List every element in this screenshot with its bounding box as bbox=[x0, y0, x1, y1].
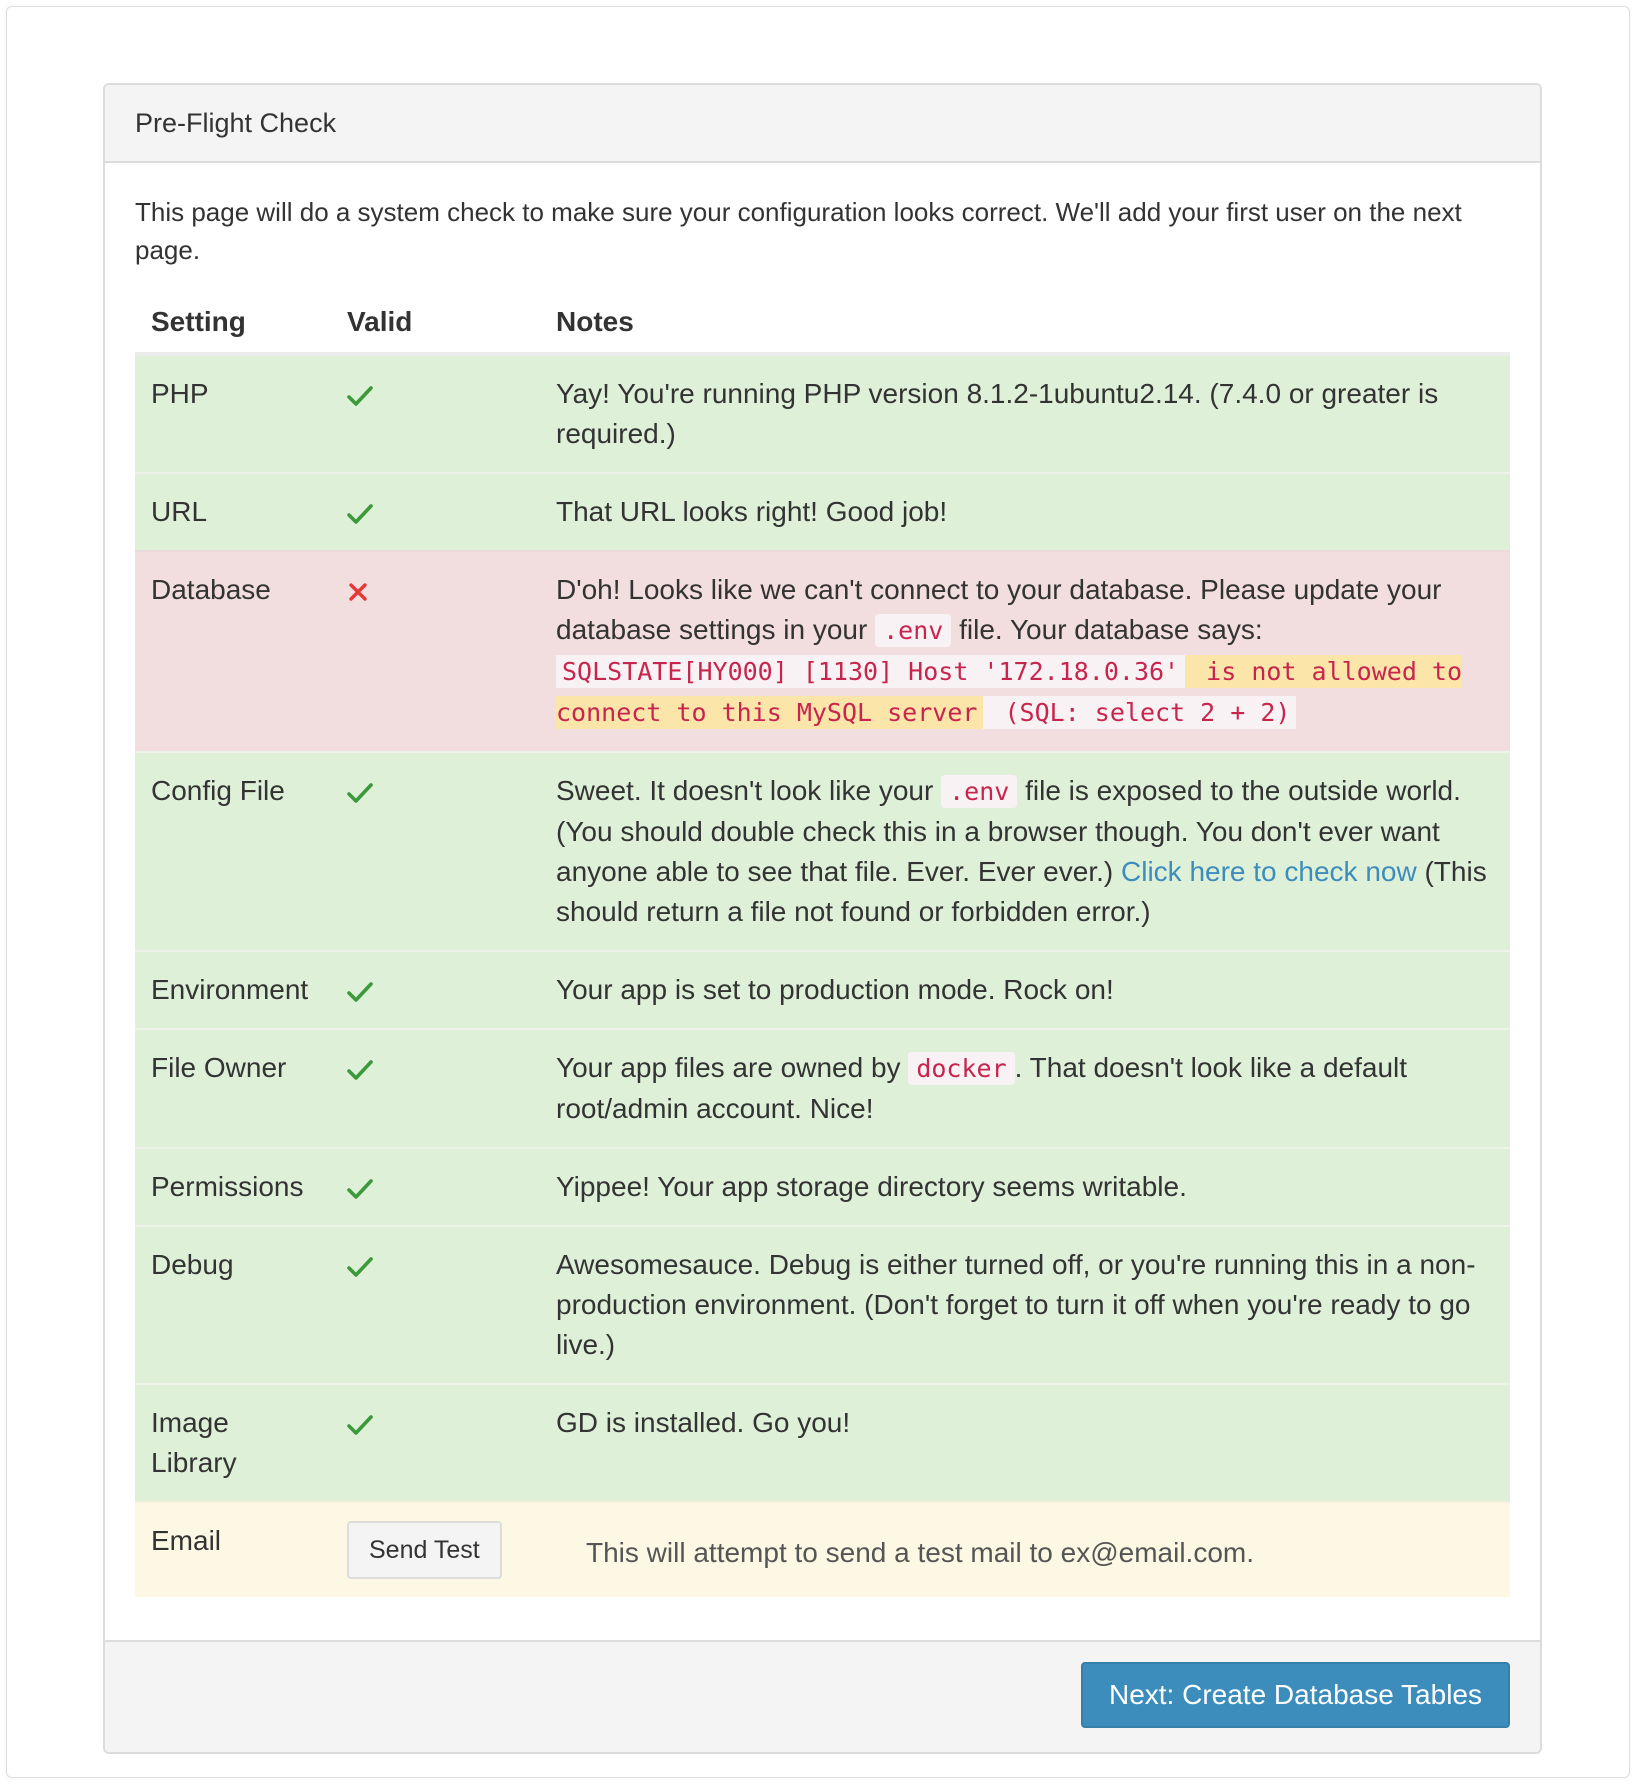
row-debug bbox=[135, 1226, 1510, 1384]
cross-icon bbox=[347, 581, 369, 603]
intro-text: This page will do a system check to make sure your configuration looks correct. We'll add your first user on the next page. bbox=[135, 197, 1462, 265]
row-file-owner bbox=[135, 1029, 1510, 1148]
check-icon bbox=[347, 1256, 373, 1278]
notes-text: That URL looks right! Good job! bbox=[540, 473, 1510, 551]
notes-text: Awesomesauce. Debug is either turned off, or you're running this in a non-production environment. (Don't forget to turn it off when you're ready to go live.) bbox=[540, 1226, 1510, 1384]
notes-text-part: D'oh! Looks like we can't connect to your database. Please update your database settings in your bbox=[556, 574, 1442, 645]
env-filename-code: .env bbox=[875, 614, 951, 647]
env-filename-code: .env bbox=[941, 775, 1017, 808]
row-permissions bbox=[135, 1148, 1510, 1226]
panel-body bbox=[105, 163, 1540, 1640]
header-setting: Setting bbox=[135, 294, 331, 354]
row-environment bbox=[135, 951, 1510, 1029]
row-database bbox=[135, 551, 1510, 752]
notes-text: Yippee! Your app storage directory seems writable. bbox=[540, 1148, 1510, 1226]
notes-text bbox=[540, 752, 1510, 951]
notes-text: Your app is set to production mode. Rock on! bbox=[540, 951, 1510, 1029]
notes-text bbox=[540, 551, 1510, 752]
notes-text bbox=[540, 1029, 1510, 1148]
notes-text-part: (This should return a file not found or forbidden error.) bbox=[556, 856, 1487, 927]
row-url bbox=[135, 473, 1510, 551]
setting-label: Config File bbox=[135, 752, 331, 951]
database-error-message bbox=[556, 655, 1462, 729]
setting-label: Debug bbox=[135, 1226, 331, 1384]
error-segment: SQLSTATE[HY000] [1130] Host '172.18.0.36' bbox=[556, 655, 1185, 688]
notes-text-part: file is exposed to the outside world. (You should double check this in a browser though. You don't ever want anyone able to see that file. Ever. Ever ever.) bbox=[556, 775, 1461, 887]
check-icon bbox=[347, 981, 373, 1003]
check-icon bbox=[347, 1414, 373, 1436]
setting-label: Image Library bbox=[135, 1384, 331, 1502]
row-image-library bbox=[135, 1384, 1510, 1502]
check-icon bbox=[347, 1178, 373, 1200]
check-icon bbox=[347, 782, 373, 804]
panel-title: Pre-Flight Check bbox=[105, 85, 1540, 163]
check-icon bbox=[347, 385, 373, 407]
setting-label: Database bbox=[135, 551, 331, 752]
notes-text-part: Your app files are owned by bbox=[556, 1052, 909, 1083]
check-icon bbox=[347, 1059, 373, 1081]
notes-text-part: Sweet. It doesn't look like your bbox=[556, 775, 942, 806]
owner-code: docker bbox=[908, 1052, 1014, 1085]
panel-footer bbox=[105, 1640, 1540, 1752]
setting-label: File Owner bbox=[135, 1029, 331, 1148]
preflight-panel bbox=[103, 83, 1542, 1754]
notes-text-part: file. Your database says: bbox=[951, 614, 1263, 645]
setting-label: PHP bbox=[135, 354, 331, 473]
notes-text-part: . That doesn't look like a default root/admin account. Nice! bbox=[556, 1052, 1408, 1124]
row-php bbox=[135, 354, 1510, 473]
header-notes: Notes bbox=[540, 294, 1510, 354]
check-env-link[interactable]: Click here to check now bbox=[1121, 856, 1417, 887]
setting-label: Permissions bbox=[135, 1148, 331, 1226]
table-header-row bbox=[135, 294, 1510, 354]
row-config-file bbox=[135, 752, 1510, 951]
setting-label: Email bbox=[135, 1502, 331, 1597]
error-segment-highlighted: is not allowed to connect to this MySQL server bbox=[556, 657, 1463, 727]
setting-label: URL bbox=[135, 473, 331, 551]
email-notes-text: This will attempt to send a test mail to ex@email.com. bbox=[586, 1537, 1254, 1568]
header-valid: Valid bbox=[331, 294, 540, 354]
notes-text: GD is installed. Go you! bbox=[540, 1384, 1510, 1502]
checks-table bbox=[135, 294, 1510, 1597]
check-icon bbox=[347, 503, 373, 525]
row-email bbox=[135, 1502, 1510, 1597]
error-segment: (SQL: select 2 + 2) bbox=[983, 696, 1296, 729]
setting-label: Environment bbox=[135, 951, 331, 1029]
send-test-button[interactable]: Send Test bbox=[347, 1521, 502, 1579]
notes-text: Yay! You're running PHP version 8.1.2-1ubuntu2.14. (7.4.0 or greater is required.) bbox=[540, 354, 1510, 473]
next-create-tables-button[interactable]: Next: Create Database Tables bbox=[1081, 1662, 1510, 1728]
